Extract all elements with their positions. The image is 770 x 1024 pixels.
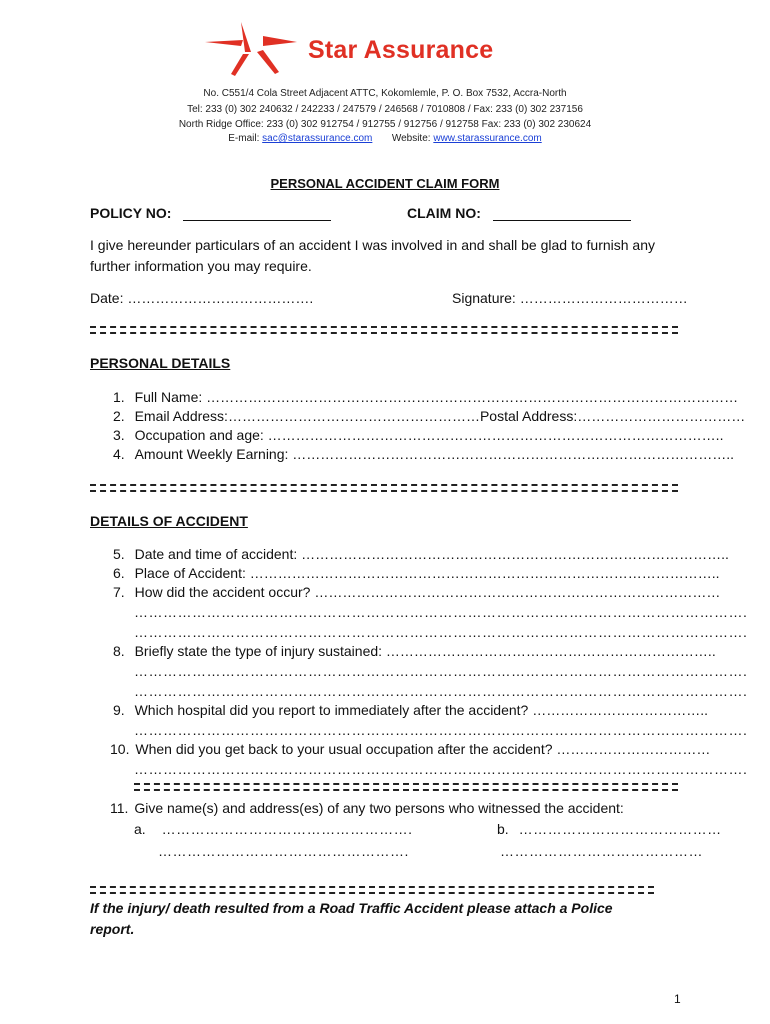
- list-item-full-name[interactable]: [113, 389, 738, 405]
- witness-b-line-2[interactable]: ……………………………………: [500, 843, 703, 859]
- police-report-note-line-1: If the injury/ death resulted from a Road Traffic Accident please attach a Police: [90, 900, 613, 916]
- answer-line[interactable]: ……………………………………………………………………………………………………………….: [134, 683, 748, 699]
- witness-a-line: …………………………………………….: [161, 821, 413, 837]
- list-item-occupation[interactable]: [113, 427, 723, 443]
- witness-b-label: b.: [497, 821, 509, 837]
- item-text: Email Address:………………………………………………Postal Address:………………………………: [134, 408, 746, 424]
- item-text: Date and time of accident: ………………………………………………………………………………..: [134, 546, 729, 562]
- question-place[interactable]: [113, 565, 720, 581]
- question-date-time[interactable]: [113, 546, 729, 562]
- item-text: Briefly state the type of injury sustained: ……………………………………………………………..: [134, 643, 716, 659]
- item-text: Occupation and age: ……………………………………………………………………………………..: [134, 427, 724, 443]
- section-divider: [90, 484, 678, 492]
- answer-line[interactable]: ……………………………………………………………………………………………………………….: [134, 624, 748, 640]
- website-label: Website:: [391, 133, 431, 144]
- star-logo-icon: [205, 22, 305, 80]
- email-link[interactable]: sac@starassurance.com: [262, 133, 373, 144]
- signature-field[interactable]: Signature: ………………………………: [452, 290, 688, 306]
- policy-no-label: POLICY NO:: [90, 205, 172, 221]
- policy-no-field: [90, 205, 331, 221]
- answer-line[interactable]: ……………………………………………………………………………………………………………….: [134, 604, 748, 620]
- item-text: Amount Weekly Earning: …………………………………………………………………………………..: [134, 446, 735, 462]
- witness-a-field[interactable]: [134, 821, 412, 837]
- item-number: 1.: [113, 389, 125, 405]
- email-label: E-mail:: [228, 133, 260, 144]
- item-number: 4.: [113, 446, 125, 462]
- personal-details-heading: PERSONAL DETAILS: [90, 355, 231, 371]
- item-number: 10.: [110, 741, 130, 757]
- section-divider: [90, 886, 654, 894]
- item-text: Full Name: ……………………………………………………………………………………………………: [134, 389, 739, 405]
- section-divider: [134, 783, 678, 791]
- north-ridge-line: North Ridge Office: 233 (0) 302 912754 / 912755 / 912756 / 912758 Fax: 233 (0) 302 230624: [178, 119, 592, 130]
- policy-no-input[interactable]: [183, 206, 331, 221]
- list-item-weekly-earning[interactable]: [113, 446, 734, 462]
- website-link[interactable]: www.starassurance.com: [433, 133, 542, 144]
- accident-details-heading: DETAILS OF ACCIDENT: [90, 513, 248, 529]
- tel-line: Tel: 233 (0) 302 240632 / 242233 / 247579 / 246568 / 7010808 / Fax: 233 (0) 302 237156: [187, 104, 583, 115]
- witness-a-line-2[interactable]: …………………………………………….: [158, 843, 409, 859]
- section-divider: [90, 326, 678, 334]
- item-text: When did you get back to your usual occupation after the accident? ……………………………: [135, 741, 711, 757]
- item-text: Which hospital did you report to immediately after the accident? ………………………………..: [134, 702, 709, 718]
- item-text: Place of Accident: ………………………………………………………………………………………..: [134, 565, 720, 581]
- witness-a-label: a.: [134, 821, 146, 837]
- answer-line[interactable]: ……………………………………………………………………………………………………………….: [134, 761, 748, 777]
- question-how-occurred[interactable]: [113, 584, 720, 600]
- list-item-email-postal[interactable]: [113, 408, 745, 424]
- answer-line[interactable]: ……………………………………………………………………………………………………………….: [134, 663, 748, 679]
- item-number: 11.: [110, 800, 129, 816]
- answer-line[interactable]: ……………………………………………………………………………………………………………….: [134, 722, 748, 738]
- question-injury-type[interactable]: [113, 643, 716, 659]
- address-line: No. C551/4 Cola Street Adjacent ATTC, Kokomlemle, P. O. Box 7532, Accra-North: [203, 88, 567, 99]
- claim-no-field: [407, 205, 631, 221]
- witness-b-field[interactable]: [497, 821, 722, 837]
- item-number: 3.: [113, 427, 125, 443]
- date-field[interactable]: Date: ………………………………….: [90, 290, 314, 306]
- intro-line-1: I give hereunder particulars of an accident I was involved in and shall be glad to furnish any: [90, 237, 656, 253]
- item-number: 2.: [113, 408, 125, 424]
- police-report-note-line-2: report.: [90, 921, 135, 937]
- intro-line-2: further information you may require.: [90, 258, 312, 274]
- item-text: How did the accident occur? ……………………………………………………………………………: [134, 584, 721, 600]
- question-hospital[interactable]: [113, 702, 708, 718]
- contact-line: [0, 133, 770, 144]
- item-text: Give name(s) and address(es) of any two persons who witnessed the accident:: [134, 800, 624, 816]
- question-back-to-work[interactable]: [110, 741, 710, 757]
- item-number: 6.: [113, 565, 125, 581]
- claim-no-input[interactable]: [493, 206, 631, 221]
- item-number: 7.: [113, 584, 125, 600]
- page-number: 1: [674, 992, 681, 1006]
- question-witnesses[interactable]: [110, 800, 624, 816]
- claim-no-label: CLAIM NO:: [407, 205, 481, 221]
- item-number: 5.: [113, 546, 125, 562]
- company-name: Star Assurance: [308, 36, 494, 64]
- item-number: 9.: [113, 702, 125, 718]
- form-title: PERSONAL ACCIDENT CLAIM FORM: [270, 176, 500, 191]
- witness-b-line: ……………………………………: [518, 821, 722, 837]
- item-number: 8.: [113, 643, 125, 659]
- company-logo: [205, 22, 575, 80]
